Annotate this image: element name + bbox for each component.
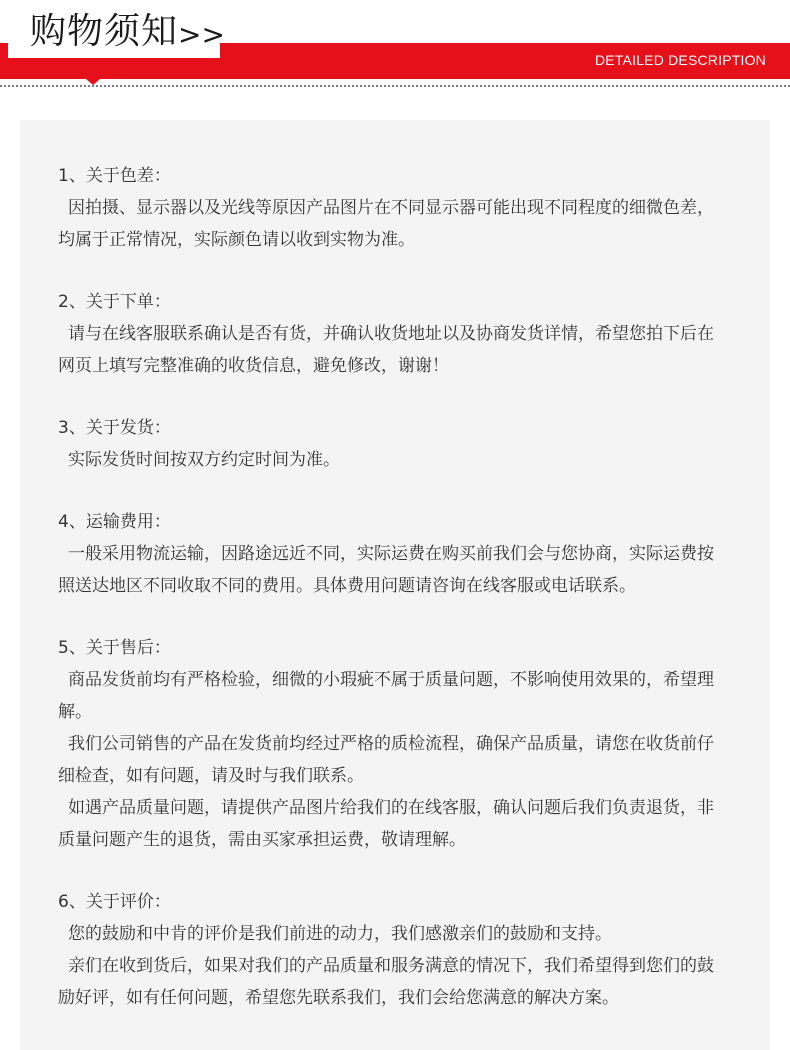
section-header <box>0 0 790 90</box>
notice-content <box>58 160 728 1044</box>
notice-section-after-sales <box>58 632 728 856</box>
section-title: 4、运输费用： <box>58 512 171 532</box>
section-title: 2、关于下单： <box>58 292 171 312</box>
notice-section-color <box>58 160 728 256</box>
notice-section-shipping <box>58 412 728 476</box>
section-paragraph: 您的鼓励和中肯的评价是我们前进的动力，我们感激亲们的鼓励和支持。 <box>68 924 612 944</box>
section-paragraph: 我们公司销售的产品在发货前均经过严格的质检流程，确保产品质量，请您在收货前仔细检查，如有问题，请及时与我们联系。 <box>58 734 714 786</box>
section-paragraph: 实际发货时间按双方约定时间为准。 <box>68 450 340 470</box>
dotted-divider <box>0 85 790 87</box>
section-paragraph: 一般采用物流运输，因路途远近不同，实际运费在购买前我们会与您协商，实际运费按照送达地区不同收取不同的费用。具体费用问题请咨询在线客服或电话联系。 <box>58 544 714 596</box>
header-red-notch <box>0 58 8 79</box>
section-paragraph: 请与在线客服联系确认是否有货，并确认收货地址以及协商发货详情，希望您拍下后在网页上填写完整准确的收货信息，避免修改，谢谢！ <box>58 324 714 376</box>
section-paragraph: 商品发货前均有严格检验，细微的小瑕疵不属于质量问题，不影响使用效果的，希望理解。 <box>58 670 714 722</box>
chevron-right-icon: >> <box>178 18 225 51</box>
section-paragraph: 亲们在收到货后，如果对我们的产品质量和服务满意的情况下，我们希望得到您们的鼓励好评，如有任何问题，希望您先联系我们，我们会给您满意的解决方案。 <box>58 956 714 1008</box>
notice-section-review <box>58 886 728 1014</box>
header-subtitle: DETAILED DESCRIPTION <box>595 52 766 68</box>
section-title: 5、关于售后： <box>58 638 171 658</box>
notice-section-freight <box>58 506 728 602</box>
notice-section-order <box>58 286 728 382</box>
page-title: 购物须知 <box>30 11 179 52</box>
notice-panel <box>20 120 770 1050</box>
section-paragraph: 如遇产品质量问题，请提供产品图片给我们的在线客服，确认问题后我们负责退货，非质量问题产生的退货，需由买家承担运费，敬请理解。 <box>58 798 714 850</box>
header-title-tab <box>8 0 225 58</box>
section-title: 3、关于发货： <box>58 418 171 438</box>
section-title: 6、关于评价： <box>58 892 171 912</box>
section-paragraph: 因拍摄、显示器以及光线等原因产品图片在不同显示器可能出现不同程度的细微色差，均属于正常情况，实际颜色请以收到实物为准。 <box>58 198 714 250</box>
section-title: 1、关于色差： <box>58 166 171 186</box>
